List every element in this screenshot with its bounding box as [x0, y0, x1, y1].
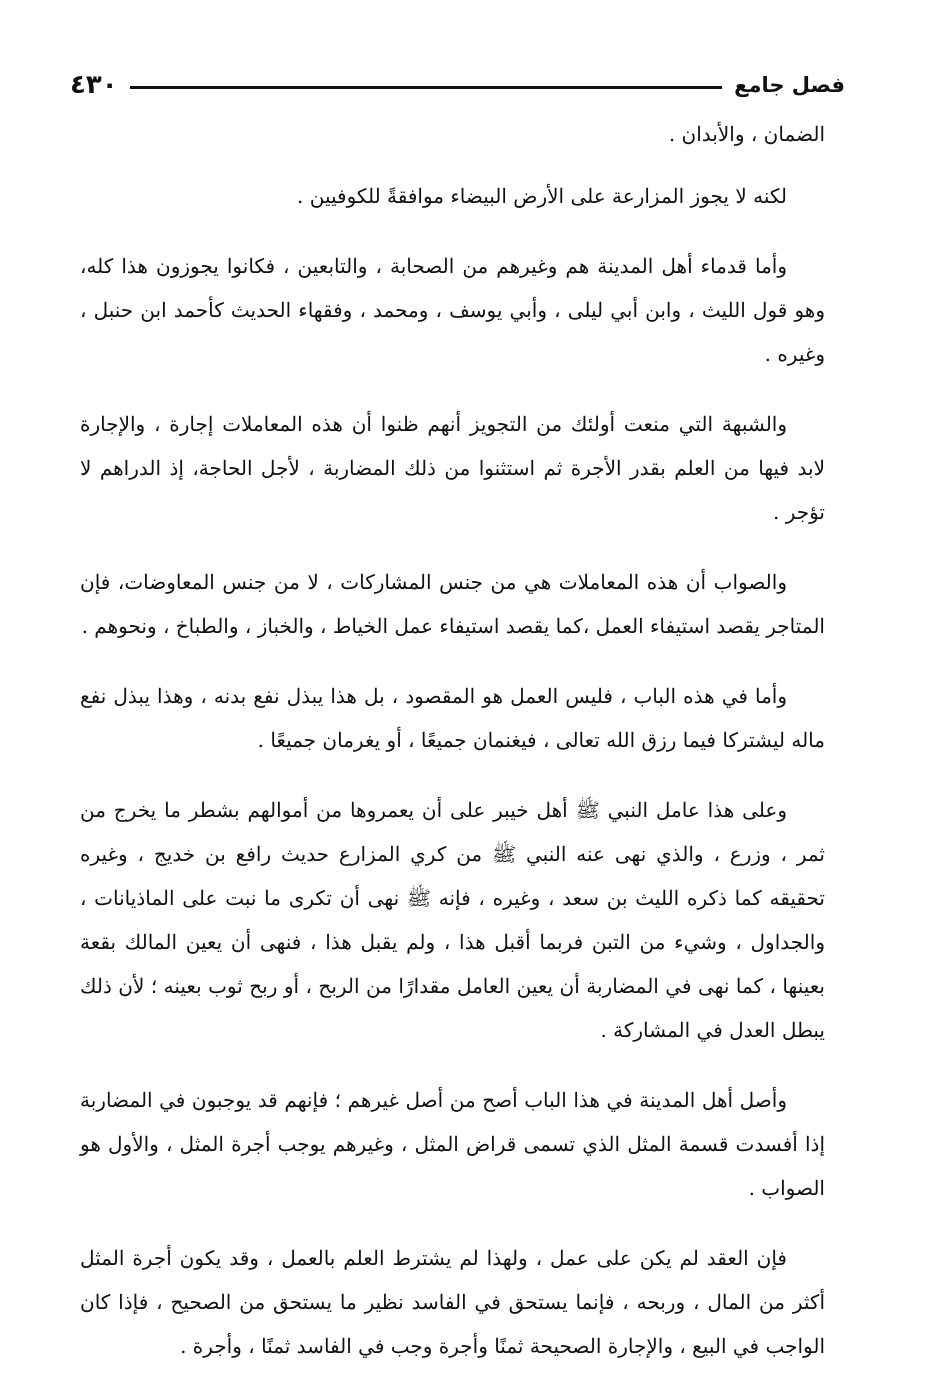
paragraph: وأما في هذه الباب ، فليس العمل هو المقصود ، بل هذا يبذل نفع بدنه ، وهذا يبذل نفع ماله ليشتركا فيما رزق الله تعالى ، فيغنمان جميعًا ، أو يغرمان جميعًا .	[80, 684, 825, 752]
header-rule	[130, 86, 723, 89]
page-header	[70, 66, 845, 104]
paragraph-continued: الضمان ، والأبدان .	[668, 122, 825, 146]
paragraph: والشبهة التي منعت أولئك من التجويز أنهم ظنوا أن هذه المعاملات إجارة ، والإجارة لابد فيها من العلم بقدر الأجرة ثم استثنوا من ذلك المضاربة ، لأجل الحاجة، إذ الدراهم لا تؤجر .	[80, 412, 825, 524]
paragraph: وأصل أهل المدينة في هذا الباب أصح من أصل غيرهم ؛ فإنهم قد يوجبون في المضاربة إذا أفسدت قسمة المثل الذي تسمى قراض المثل ، وغيرهم يوجب أجرة المثل ، والأول هو الصواب .	[80, 1088, 825, 1200]
running-title: فصل جامع	[734, 73, 845, 97]
paragraph: فإن العقد لم يكن على عمل ، ولهذا لم يشترط العلم بالعمل ، وقد يكون أجرة المثل أكثر من المال ، وربحه ، فإنما يستحق في الفاسد نظير ما يستحق من الصحيح ، فإذا كان الواجب في البيع ، والإجارة الصحيحة ثمنًا وأجرة وجب في الفاسد ثمنًا ، وأجرة .	[80, 1246, 825, 1358]
paragraph: وعلى هذا عامل النبي ﷺ أهل خيبر على أن يعمروها من أموالهم بشطر ما يخرج من ثمر ، وزرع ، والذي نهى عنه النبي ﷺ من كري المزارع حديث رافع بن خديج ، وغيره تحقيقه كما ذكره الليث بن سعد ، وغيره ، فإنه ﷺ نهى أن تكرى ما نبت على الماذيانات ، والجداول ، وشيء من التبن فربما أقبل هذا ، ولم يقبل هذا ، فنهى أن يعين المالك بقعة بعينها ، كما نهى في المضاربة أن يعين العامل مقدارًا من الربح ، أو ربح ثوب بعينه ؛ لأن ذلك يبطل العدل في المشاركة .	[80, 798, 825, 1042]
page-number: ٤٣٠	[70, 70, 118, 100]
body-text	[80, 112, 825, 1394]
paragraph: لكنه لا يجوز المزارعة على الأرض البيضاء موافقةً للكوفيين .	[297, 184, 787, 208]
paragraph: والصواب أن هذه المعاملات هي من جنس المشاركات ، لا من جنس المعاوضات، فإن المتاجر يقصد استيفاء العمل ،كما يقصد استيفاء عمل الخياط ، والخباز ، والطباخ ، ونحوهم .	[80, 570, 825, 638]
paragraph: وأما قدماء أهل المدينة هم وغيرهم من الصحابة ، والتابعين ، فكانوا يجوزون هذا كله، وهو قول الليث ، وابن أبي ليلى ، وأبي يوسف ، ومحمد ، وفقهاء الحديث كأحمد ابن حنبل ، وغيره .	[80, 254, 825, 366]
